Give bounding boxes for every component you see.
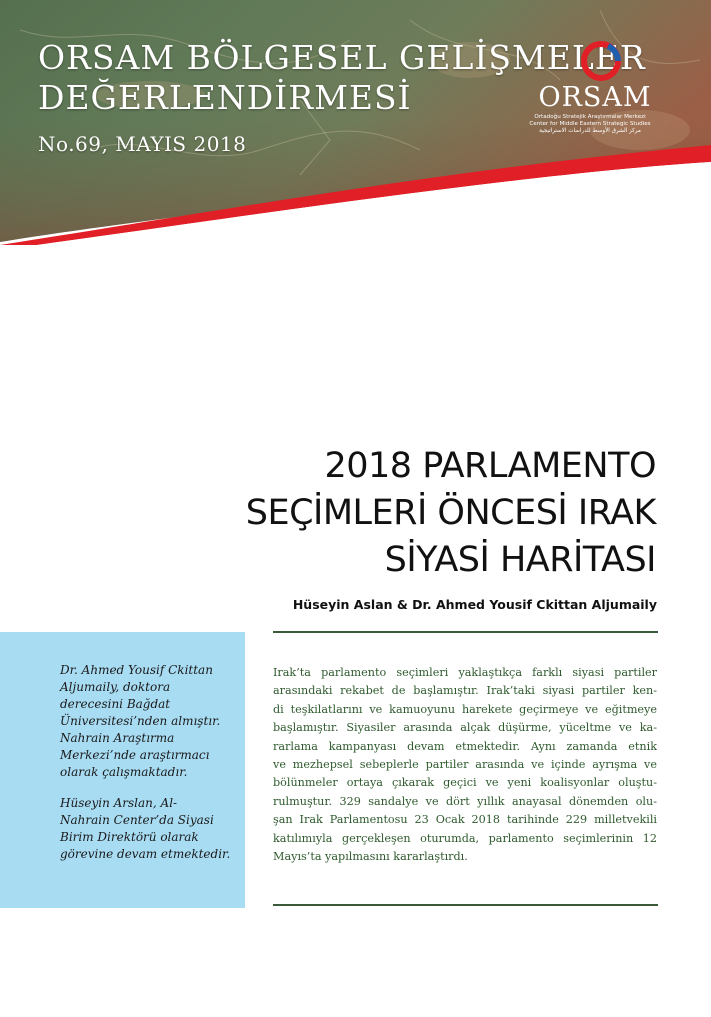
logo-subtitle [500, 114, 680, 135]
bio-line: derecesini Bağdat [60, 697, 171, 711]
abstract-line: ve mezhepsel sebeplerle partiler arasında ve içinde ayrışma ve [273, 758, 657, 772]
logo-subtitle-line: Center for Middle Eastern Strategic Studies [529, 121, 651, 127]
title-line: SEÇİMLERİ ÖNCESİ IRAK [245, 493, 656, 533]
author-bio-sidebar [0, 632, 245, 908]
bio-line: Aljumaily, doktora [60, 680, 171, 694]
divider-bottom [273, 904, 658, 906]
bio-line: Dr. Ahmed Yousif Ckittan [60, 663, 213, 677]
abstract-line: arasındaki rekabet de başlamıştır. Irak’taki siyasi partiler ken- [273, 684, 657, 698]
abstract-line: di teşkilatlarını ve kamuoyunu harekete geçirmeye ve eğitmeye [273, 702, 657, 716]
title-line: SİYASİ HARİTASI [384, 540, 656, 580]
logo-subtitle-line: مركز الشرق الأوسط للدراسات الاستراتيجية [539, 128, 641, 134]
bio-line: Merkezi’nde araştırmacı [60, 748, 210, 762]
author-bio-arslan [60, 795, 229, 863]
abstract-line: şan Irak Parlamentosu 23 Ocak 2018 tarihinde 229 milletvekili [273, 813, 657, 827]
document-title [96, 443, 656, 584]
logo-subtitle-line: Ortadoğu Stratejik Araştırmalar Merkezi [534, 114, 646, 120]
orsam-logo-icon [578, 38, 624, 84]
abstract-text [273, 664, 657, 866]
author-bio-aljumaily [60, 662, 229, 781]
issue-number: No.69, MAYIS 2018 [38, 132, 247, 156]
abstract-line: katılımıyla gerçekleşen oturumda, parlamento seçimlerinin 12 [273, 831, 657, 845]
abstract-line: rarlama kampanyası devam etmektedir. Aynı zamanda etnik [273, 739, 657, 753]
abstract-line: bölünmeler ortaya çıkarak geçici ve yeni koalisyonlar oluştu- [273, 776, 657, 790]
logo-name: ORSAM [538, 82, 652, 113]
bio-line: Nahrain Center’da Siyasi [60, 813, 214, 827]
series-title-line: ORSAM BÖLGESEL GELİŞMELER [38, 38, 646, 77]
bio-line: Hüseyin Arslan, Al- [60, 796, 178, 810]
bio-line: Nahrain Araştırma [60, 731, 175, 745]
divider-top [273, 631, 658, 633]
abstract-line: Irak’ta parlamento seçimleri yaklaştıkça farklı siyasi partiler [273, 666, 657, 679]
abstract-line: Mayıs’ta yapılmasını kararlaştırdı. [273, 850, 468, 864]
bio-line: görevine devam etmektedir. [60, 847, 231, 861]
abstract-line: rulmuştur. 329 sandalye ve dört yıllık anayasal dönemden olu- [273, 794, 657, 808]
series-title-line: DEĞERLENDİRMESİ [38, 78, 412, 117]
header-banner [0, 0, 711, 245]
authors: Hüseyin Aslan & Dr. Ahmed Yousif Ckittan Aljumaily [292, 597, 657, 612]
bio-line: Birim Direktörü olarak [60, 830, 199, 844]
abstract-line: başlamıştır. Siyasiler arasında alçak düşürme, yüceltme ve ka- [273, 721, 657, 735]
bio-line: Üniversitesi’nden almıştır. [60, 714, 221, 728]
title-line: 2018 PARLAMENTO [324, 446, 656, 486]
bio-line: olarak çalışmaktadır. [60, 765, 188, 779]
